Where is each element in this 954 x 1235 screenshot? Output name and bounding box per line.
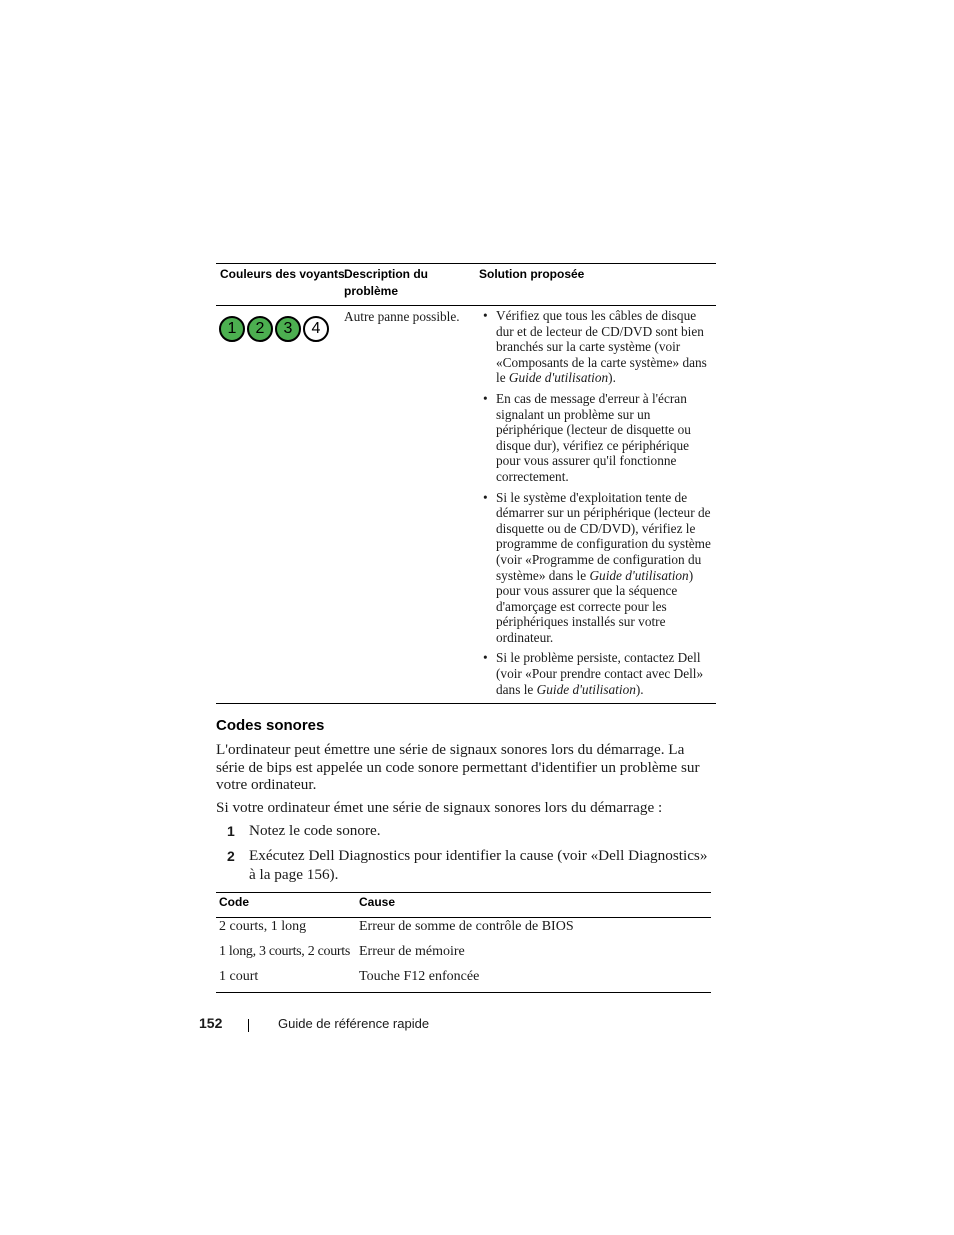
- table-top-rule: [216, 263, 716, 264]
- beep-code-table: [216, 892, 711, 993]
- beep-table-top-rule: [216, 892, 711, 893]
- solution-item: • En cas de message d'erreur à l'écran signalant un problème sur un périphérique (lecteur de disquette ou disque dur), vérifiez ce périphérique pour vous assurer qu'il fonctionne correctement.: [483, 391, 715, 485]
- page-number: 152: [199, 1015, 223, 1031]
- section-heading: Codes sonores: [216, 717, 325, 734]
- header-cause: Cause: [359, 895, 396, 909]
- solution-list: [483, 308, 715, 697]
- led-3-icon: 3: [275, 316, 301, 342]
- footer-title: Guide de référence rapide: [278, 1016, 430, 1031]
- table-bottom-rule: [216, 703, 716, 704]
- step-text: Exécutez Dell Diagnostics pour identifier la cause (voir «Dell Diagnostics» à la page 156).: [249, 847, 708, 883]
- table-cell-cause: Touche F12 enfoncée: [359, 969, 480, 984]
- header-rule: [216, 305, 716, 306]
- led-1-icon: 1: [219, 316, 245, 342]
- solution-item: • Si le problème persiste, contactez Dell (voir «Pour prendre contact avec Dell» dans le Guide d'utilisation).: [483, 650, 715, 697]
- table-cell-code: 1 long, 3 courts, 2 courts: [219, 944, 351, 959]
- header-description: Description du problème: [344, 267, 429, 298]
- solution-item: • Vérifiez que tous les câbles de disque dur et de lecteur de CD/DVD sont bien branchés sur la carte système (voir «Composants de la carte système» dans le Guide d'utilisation).: [483, 308, 715, 386]
- table-cell-cause: Erreur de mémoire: [359, 944, 465, 959]
- table-cell-code: 2 courts, 1 long: [219, 919, 307, 934]
- table-cell-cause: Erreur de somme de contrôle de BIOS: [359, 919, 574, 934]
- step-text: Notez le code sonore.: [249, 822, 381, 839]
- solution-item: • Si le système d'exploitation tente de démarrer sur un périphérique (lecteur de disquette ou de CD/DVD), vérifiez le programme de configuration du système (voir «Programme de configuration du système» dans le Guide d'utilisation) pour vous assurer que la séquence d'amorçage est correcte pour les périphériques installés sur votre ordinateur.: [483, 490, 715, 646]
- header-solution: Solution proposée: [479, 267, 585, 281]
- intro-paragraph: L'ordinateur peut émettre une série de signaux sonores lors du démarrage. La série de bips est appelée un code sonore permettant d'identifier un problème sur votre ordinateur.: [216, 741, 700, 793]
- step-number: 1: [227, 823, 235, 839]
- table-cell-code: 1 court: [219, 969, 259, 984]
- header-led-colors: Couleurs des voyants: [220, 267, 345, 281]
- problem-description: Autre panne possible.: [344, 309, 460, 324]
- footer-separator: [248, 1019, 249, 1032]
- beep-header-rule: [216, 917, 711, 918]
- beep-table-bottom-rule: [216, 992, 711, 993]
- led-2-icon: 2: [247, 316, 273, 342]
- header-code: Code: [219, 895, 249, 909]
- step-number: 2: [227, 848, 235, 864]
- condition-paragraph: Si votre ordinateur émet une série de signaux sonores lors du démarrage :: [216, 799, 663, 816]
- led-4-icon: 4: [303, 316, 329, 342]
- diagnostic-leds: [219, 316, 329, 342]
